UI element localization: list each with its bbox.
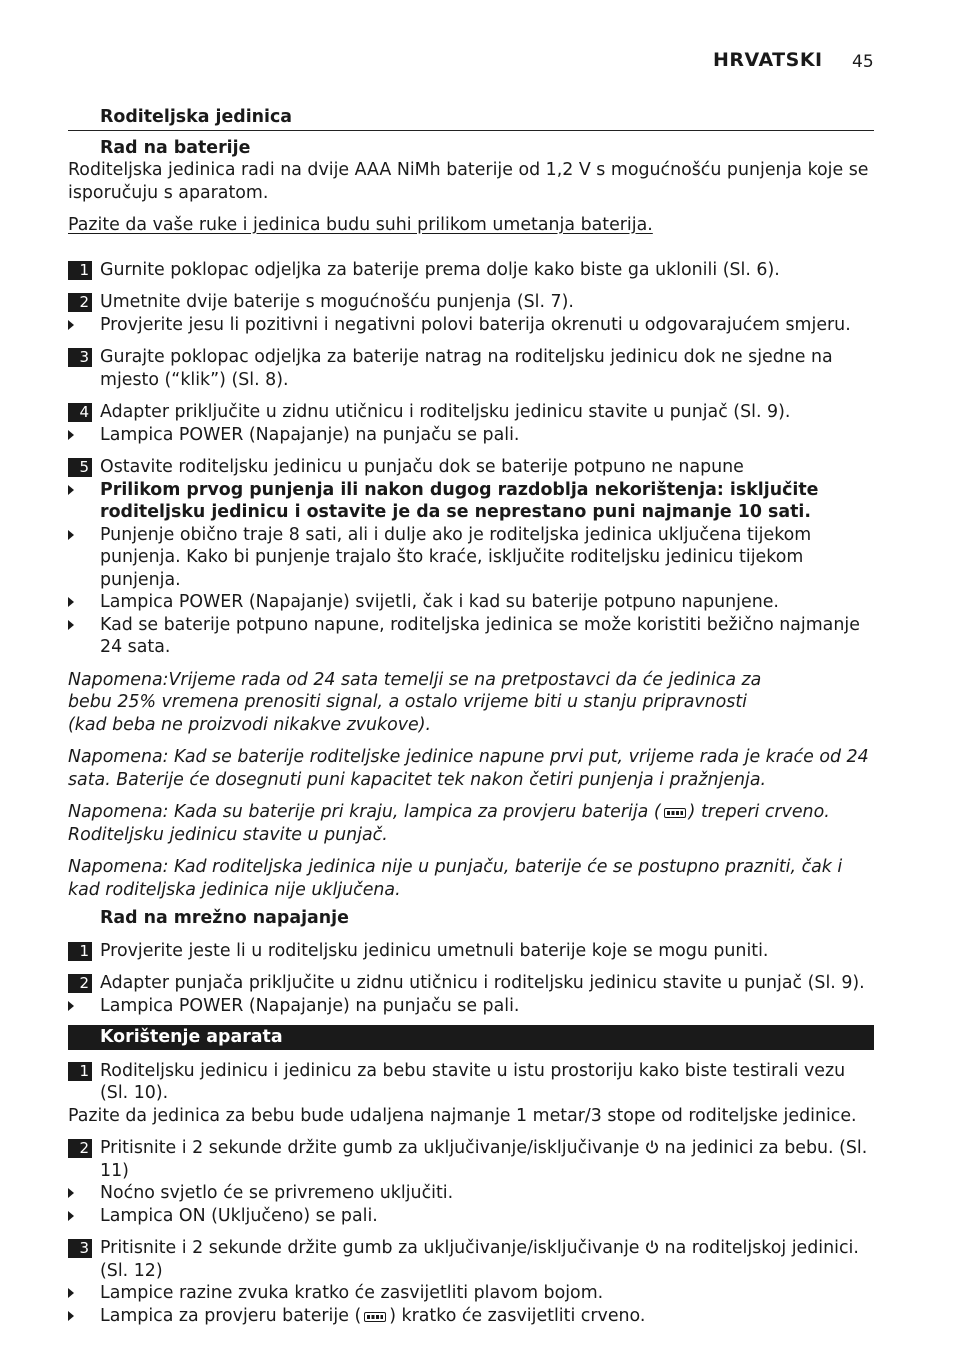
list-item: Punjenje obično traje 8 sati, ali i dulje ako je roditeljska jedinica uključena tijekom punjenja. Kako bi punjenje trajalo što kraće, isključite roditeljsku jedinicu tijekom punjenja.: [68, 524, 874, 592]
list-item: Prilikom prvog punjenja ili nakon dugog razdoblja nekorištenja: isključite roditeljsku jedinicu i ostavite je da se neprestano puni najmanje 10 sati.: [68, 479, 874, 524]
step-number: 3: [68, 348, 92, 367]
language-header: HRVATSKI: [713, 49, 823, 71]
bullet-icon: [68, 320, 74, 330]
section-title-usage: Korištenje aparata: [68, 1025, 874, 1050]
page-content: [68, 106, 874, 1327]
power-icon: [645, 1140, 659, 1154]
bullet-icon: [68, 1211, 74, 1221]
list-item: Lampica POWER (Napajanje) na punjaču se pali.: [68, 995, 874, 1018]
battery-step-5: 5 Ostavite roditeljsku jedinicu u punjaču dok se baterije potpuno ne napune: [68, 456, 874, 479]
section-title-parent-unit: Roditeljska jedinica: [68, 106, 874, 131]
step-number: 4: [68, 403, 92, 422]
page-number: 45: [852, 52, 874, 72]
bullet-icon: [68, 430, 74, 440]
battery-step-2: 2 Umetnite dvije baterije s mogućnošću punjenja (Sl. 7).: [68, 291, 874, 314]
battery-icon: [664, 808, 686, 818]
list-item: Provjerite jesu li pozitivni i negativni polovi baterija okrenuti u odgovarajućem smjeru.: [68, 314, 874, 337]
bullet-icon: [68, 530, 74, 540]
list-item: Lampica POWER (Napajanje) na punjaču se pali.: [68, 424, 874, 447]
battery-step-4: 4 Adapter priključite u zidnu utičnicu i roditeljsku jedinicu stavite u punjač (Sl. 9).: [68, 401, 874, 424]
bullet-icon: [68, 485, 74, 495]
step-number: 2: [68, 974, 92, 993]
list-item: Lampice razine zvuka kratko će zasvijetliti plavom bojom.: [68, 1282, 874, 1305]
usage-step-1: 1 Roditeljsku jedinicu i jedinicu za bebu stavite u istu prostoriju kako biste testirali vezu (Sl. 10).: [68, 1060, 874, 1105]
note-4: Napomena: Kad roditeljska jedinica nije u punjaču, baterije će se postupno prazniti, čak i kad roditeljska jedinica nije uključena.: [68, 857, 843, 900]
usage-step-3: 3 Pritisnite i 2 sekunde držite gumb za uključivanje/isključivanje na roditeljskoj jedinici. (Sl. 12): [68, 1237, 874, 1282]
battery-intro: Roditeljska jedinica radi na dvije AAA NiMh baterije od 1,2 V s mogućnošću punjenja koje se isporučuju s aparatom.: [68, 160, 869, 203]
bullet-icon: [68, 1001, 74, 1011]
note-2: Napomena: Kad se baterije roditeljske jedinice napune prvi put, vrijeme rada je kraće od 24 sata. Baterije će dosegnuti puni kapacitet tek nakon četiri punjenja i pražnjenja.: [68, 747, 869, 790]
mains-step-2: 2 Adapter punjača priključite u zidnu utičnicu i roditeljsku jedinicu stavite u punjač (Sl. 9).: [68, 972, 874, 995]
step-number: 2: [68, 1139, 92, 1158]
battery-icon: [364, 1312, 386, 1322]
step-number: 1: [68, 942, 92, 961]
bullet-icon: [68, 597, 74, 607]
list-item: Noćno svjetlo će se privremeno uključiti.: [68, 1182, 874, 1205]
bullet-icon: [68, 1288, 74, 1298]
usage-step-2: 2 Pritisnite i 2 sekunde držite gumb za uključivanje/isključivanje na jedinici za bebu. (Sl. 11): [68, 1137, 874, 1182]
list-item: Lampica POWER (Napajanje) svijetli, čak i kad su baterije potpuno napunjene.: [68, 591, 874, 614]
subsection-title-mains: Rad na mrežno napajanje: [100, 908, 349, 928]
power-icon: [645, 1240, 659, 1254]
note-3: Napomena: Kada su baterije pri kraju, lampica za provjeru baterija ( ) treperi crveno. Roditeljsku jedinicu stavite u punjač.: [68, 802, 830, 845]
step-number: 5: [68, 458, 92, 477]
step-number: 3: [68, 1239, 92, 1258]
note-1: Napomena:Vrijeme rada od 24 sata temelji se na pretpostavci da će jedinica za bebu 25% vremena prenositi signal, a ostalo vrijeme biti u stanju pripravnosti (kad beba ne proizvodi nikakve zvukove).: [68, 669, 762, 735]
bullet-icon: [68, 620, 74, 630]
bullet-icon: [68, 1311, 74, 1321]
battery-warning: Pazite da vaše ruke i jedinica budu suhi prilikom umetanja baterija.: [68, 215, 653, 235]
list-item: Lampica ON (Uključeno) se pali.: [68, 1205, 874, 1228]
mains-step-1: 1 Provjerite jeste li u roditeljsku jedinicu umetnuli baterije koje se mogu puniti.: [68, 940, 874, 963]
usage-step-1-note: Pazite da jedinica za bebu bude udaljena najmanje 1 metar/3 stope od roditeljske jedinice.: [68, 1105, 857, 1126]
step-number: 1: [68, 1062, 92, 1081]
list-item: Lampica za provjeru baterije ( ) kratko će zasvijetliti crveno.: [68, 1305, 874, 1328]
list-item: Kad se baterije potpuno napune, roditeljska jedinica se može koristiti bežično najmanje 24 sata.: [68, 614, 874, 659]
subsection-title-battery: Rad na baterije: [100, 137, 251, 158]
step-number: 1: [68, 261, 92, 280]
step-number: 2: [68, 293, 92, 312]
bullet-icon: [68, 1188, 74, 1198]
battery-step-3: 3 Gurajte poklopac odjeljka za baterije natrag na roditeljsku jedinicu dok ne sjedne na mjesto (“klik”) (Sl. 8).: [68, 346, 874, 391]
battery-step-1: 1 Gurnite poklopac odjeljka za baterije prema dolje kako biste ga uklonili (Sl. 6).: [68, 259, 874, 282]
